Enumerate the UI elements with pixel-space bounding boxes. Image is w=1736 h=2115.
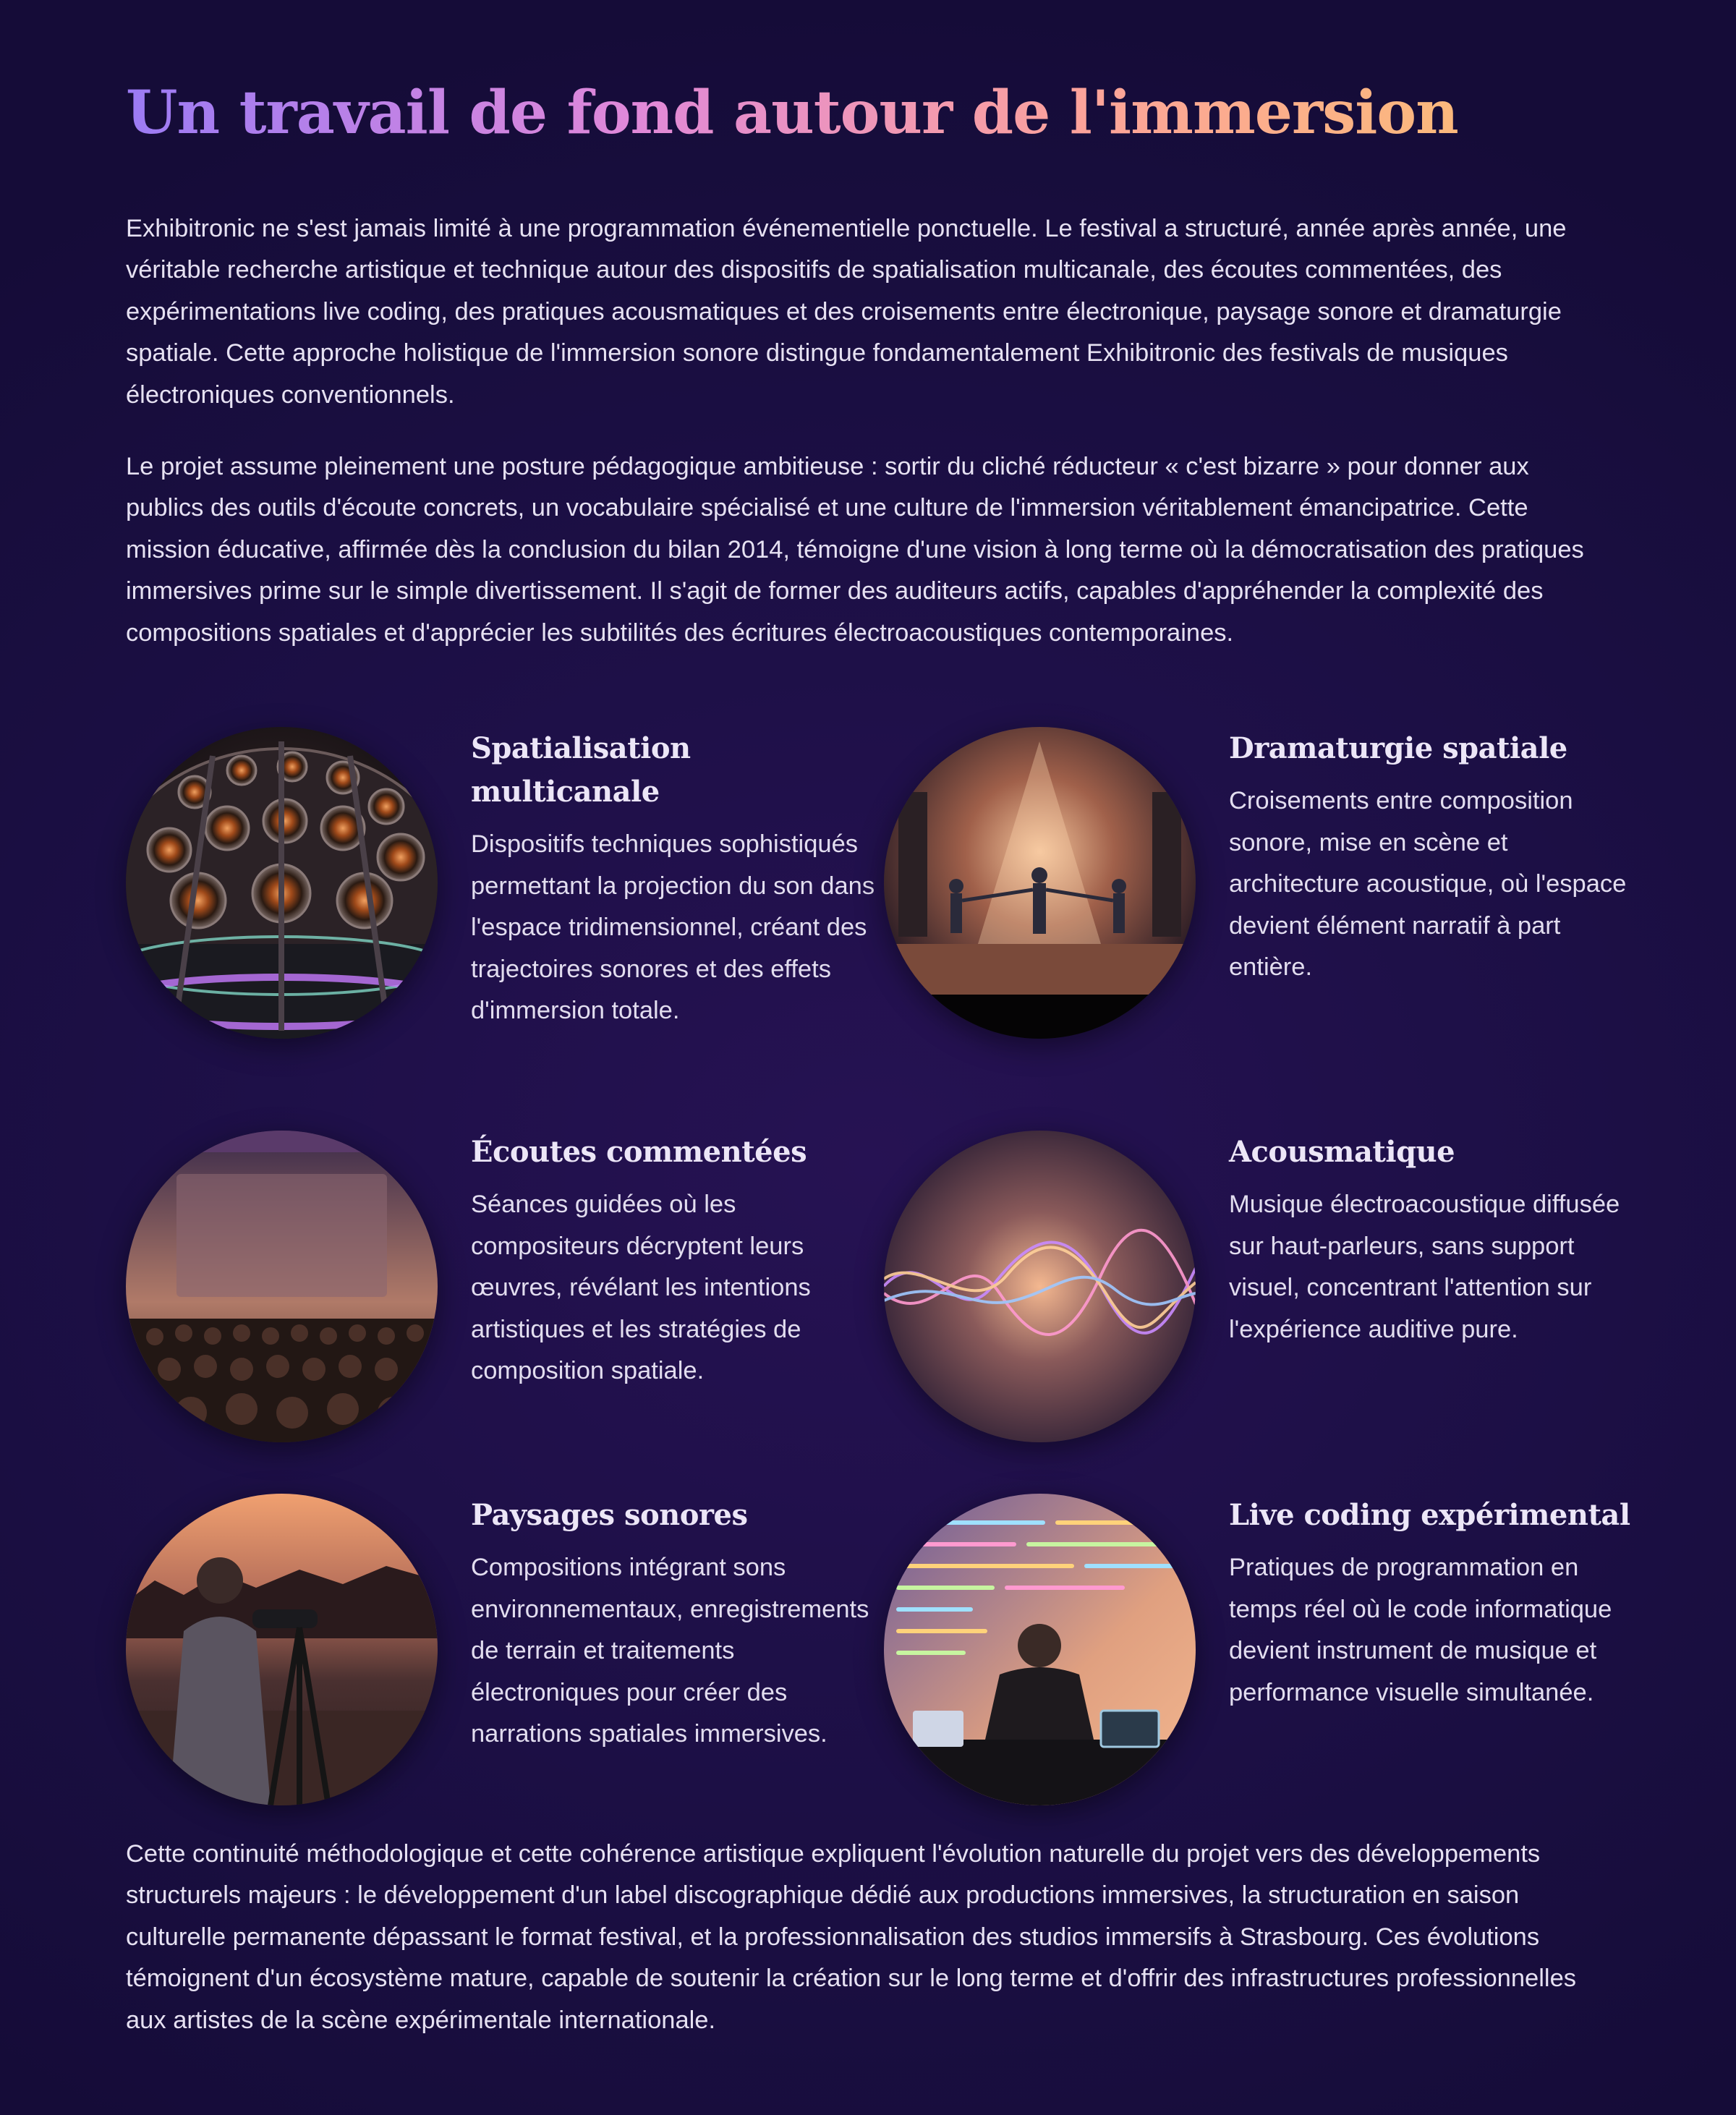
feature-text <box>471 1131 876 1392</box>
feature-text <box>1229 1494 1634 1714</box>
live-coding-photo-icon <box>884 1494 1196 1805</box>
feature-title: Paysages sonores <box>471 1498 748 1532</box>
feature-acousmatique <box>884 1131 1629 1507</box>
feature-paysages <box>126 1494 871 1870</box>
feature-title: Dramaturgie spatiale <box>1229 731 1567 765</box>
feature-title: Acousmatique <box>1229 1135 1455 1169</box>
intro-paragraph: Exhibitronic ne s'est jamais limité à une programmation événementielle ponctuelle. Le festival a structuré, année après année, une véritable recherche artistique et technique autour des dispositifs de spatialisation multicanale, des écoutes commentées, des expérimentations live coding, des pratiques acousmatiques et des croisements entre électronique, paysage sonore et dramaturgie spatiale. Cette approche holistique de l'immersion sonore distingue fondamentalement Exhibitronic des festivals de musiques électroniques conventionnels. <box>126 215 1567 409</box>
feature-text <box>471 1494 876 1756</box>
feature-description: Séances guidées où les compositeurs décryptent leurs œuvres, révélant les intentions artistiques et les stratégies de composition spatiale. <box>471 1191 811 1384</box>
feature-title: Spatialisation multicanale <box>471 731 691 809</box>
stage-performers-photo-icon <box>884 727 1196 1039</box>
sound-wave-photo-icon <box>884 1131 1196 1442</box>
feature-text <box>471 727 876 1032</box>
feature-description: Musique électroacoustique diffusée sur haut-parleurs, sans support visuel, concentrant l'attention sur l'expérience auditive pure. <box>1229 1191 1620 1343</box>
feature-description: Pratiques de programmation en temps réel où le code informatique devient instrument de musique et performance visuelle simultanée. <box>1229 1554 1612 1706</box>
feature-ecoutes <box>126 1131 871 1507</box>
pedagogy-paragraph: Le projet assume pleinement une posture pédagogique ambitieuse : sortir du cliché réducteur « c'est bizarre » pour donner aux publics des outils d'écoute concrets, un vocabulaire spécialisé et une culture de l'immersion véritablement émancipatrice. Cette mission éducative, affirmée dès la conclusion du bilan 2014, témoigne d'une vision à long terme où la démocratisation des pratiques immersives prime sur le simple divertissement. Il s'agit de former des auditeurs actifs, capables d'appréhender la complexité des compositions spatiales et d'apprécier les subtilités des écritures électroacoustiques contemporaines. <box>126 453 1584 647</box>
feature-description: Dispositifs techniques sophistiqués permettant la projection du son dans l'espace tridimensionnel, créant des trajectoires sonores et des effets d'immersion totale. <box>471 830 875 1024</box>
feature-title: Écoutes commentées <box>471 1135 807 1169</box>
feature-dramaturgie <box>884 727 1629 1103</box>
feature-spatialisation <box>126 727 875 1103</box>
feature-text <box>1229 1131 1634 1350</box>
feature-description: Croisements entre composition sonore, mise en scène et architecture acoustique, où l'espace devient élément narratif à part entière. <box>1229 787 1627 981</box>
feature-live-coding <box>884 1494 1629 1870</box>
section-title: Un travail de fond autour de l'immersion <box>126 69 1458 156</box>
feature-description: Compositions intégrant sons environnementaux, enregistrements de terrain et traitements électroniques pour créer des narrations spatiales immersives. <box>471 1554 869 1748</box>
field-recording-photo-icon <box>126 1494 438 1805</box>
speaker-dome-photo-icon <box>126 727 438 1039</box>
feature-title: Live coding expérimental <box>1229 1498 1630 1532</box>
auditorium-audience-photo-icon <box>126 1131 438 1442</box>
feature-text <box>1229 727 1634 989</box>
conclusion-paragraph: Cette continuité méthodologique et cette cohérence artistique expliquent l'évolution naturelle du projet vers des développements structurels majeurs : le développement d'un label discographique dédié aux productions immersives, la structuration en saison culturelle permanente dépassant le format festival, et la professionnalisation des studios immersifs à Strasbourg. Ces évolutions témoignent d'un écosystème mature, capable de soutenir la création sur le long terme et d'offrir des infrastructures professionnelles aux artistes de la scène expérimentale internationale. <box>126 1840 1577 2034</box>
